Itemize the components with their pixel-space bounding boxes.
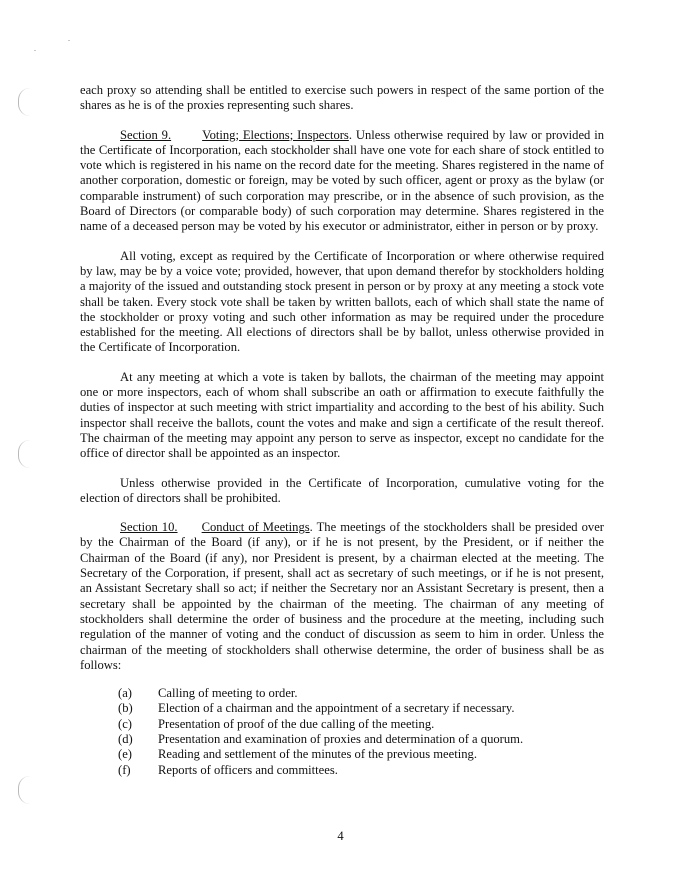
list-item-label: (d) bbox=[118, 731, 133, 746]
list-item-text: Reports of officers and committees. bbox=[158, 762, 338, 777]
list-item bbox=[118, 717, 604, 732]
list-item-text: Election of a chairman and the appointment of a secretary if necessary. bbox=[158, 701, 515, 716]
paragraph-voting: All voting, except as required by the Certificate of Incorporation or where otherwise required by law, may be by a voice vote; provided, however, that upon demand therefor by stockholders holding a majority of the issued and outstanding stock present in person or by proxy at any meeting a stock vote shall be taken. Every stock vote shall be taken by written ballots, each of which shall state the name of the stockholder or proxy voting and such other information as may be required under the procedure established for the meeting. All elections of directors shall be by ballot, unless otherwise provided in the Certificate of Incorporation. bbox=[80, 248, 604, 355]
body-text bbox=[80, 83, 604, 778]
section-10-number: Section 10. bbox=[120, 520, 178, 535]
list-item-label: (c) bbox=[118, 716, 132, 731]
section-9-body: . Unless otherwise required by law or provided in the Certificate of Incorporation, each stockholder shall have one vote for each share of stock entitled to vote which is registered in his name on the record date for the meeting. Shares registered in the name of another corporation, domestic or foreign, may be voted by such officer, agent or proxy as the bylaw (or comparable instrument) of such corporation may prescribe, or in the absence of such provision, as the Board of Directors (or comparable body) of such corporation may determine. Shares registered in the name of a deceased person may be voted by his executor or administrator, either in person or by proxy. bbox=[80, 127, 605, 234]
list-item bbox=[118, 686, 604, 701]
paragraph-section-9 bbox=[80, 128, 604, 235]
section-9-number: Section 9. bbox=[120, 127, 172, 142]
list-item-label: (b) bbox=[118, 701, 133, 716]
scan-speck bbox=[34, 50, 36, 51]
section-9-title: Voting; Elections; Inspectors bbox=[202, 127, 349, 142]
list-item-label: (f) bbox=[118, 762, 131, 777]
list-item-label: (a) bbox=[118, 686, 132, 701]
list-item-text: Reading and settlement of the minutes of the previous meeting. bbox=[158, 747, 477, 762]
paragraph-cumulative-voting: Unless otherwise provided in the Certificate of Incorporation, cumulative voting for the election of directors shall be prohibited. bbox=[80, 475, 604, 505]
paragraph-section-10 bbox=[80, 520, 604, 673]
punch-hole-mark bbox=[18, 440, 31, 468]
list-item-text: Calling of meeting to order. bbox=[158, 686, 298, 701]
paragraph-proxy-continuation: each proxy so attending shall be entitled to exercise such powers in respect of the same portion of the shares as he is of the proxies representing such shares. bbox=[80, 83, 604, 113]
list-item-label: (e) bbox=[118, 747, 132, 762]
list-item-text: Presentation of proof of the due calling of the meeting. bbox=[158, 716, 435, 731]
list-item bbox=[118, 732, 604, 747]
order-of-business-list bbox=[118, 686, 604, 778]
punch-hole-mark bbox=[18, 88, 31, 116]
list-item-text: Presentation and examination of proxies and determination of a quorum. bbox=[158, 731, 524, 746]
paragraph-inspectors: At any meeting at which a vote is taken by ballots, the chairman of the meeting may appoint one or more inspectors, each of whom shall subscribe an oath or affirmation to execute faithfully the duties of inspector at such meeting with strict impartiality and according to the best of his ability. Such inspector shall receive the ballots, count the votes and make and sign a certificate of the result thereof. The chairman of the meeting may appoint any person to serve as inspector, except no candidate for the office of director shall be appointed as an inspector. bbox=[80, 369, 604, 461]
list-item bbox=[118, 763, 604, 778]
scan-speck bbox=[68, 40, 70, 41]
list-item bbox=[118, 747, 604, 762]
page-number: 4 bbox=[337, 829, 344, 843]
section-10-title: Conduct of Meetings bbox=[201, 520, 310, 535]
punch-hole-mark bbox=[18, 776, 31, 804]
list-item bbox=[118, 701, 604, 716]
section-10-body: . The meetings of the stockholders shall be presided over by the Chairman of the Board (if any), or if he is not present, by the President, or if neither the Chairman of the Board (if any), nor President is present, by a chairman elected at the meeting. The Secretary of the Corporation, if present, shall act as secretary of such meetings, or if he is not present, an Assistant Secretary shall so act; if neither the Secretary nor an Assistant Secretary is present, then a secretary shall be appointed by the chairman of the meeting. The chairman of any meeting of stockholders shall determine the order of business and the procedure at the meeting, including such regulation of the manner of voting and the conduct of discussion as seem to him in order. Unless the chairman of the meeting of stockholders shall otherwise determine, the order of business shall be as follows: bbox=[80, 520, 604, 672]
